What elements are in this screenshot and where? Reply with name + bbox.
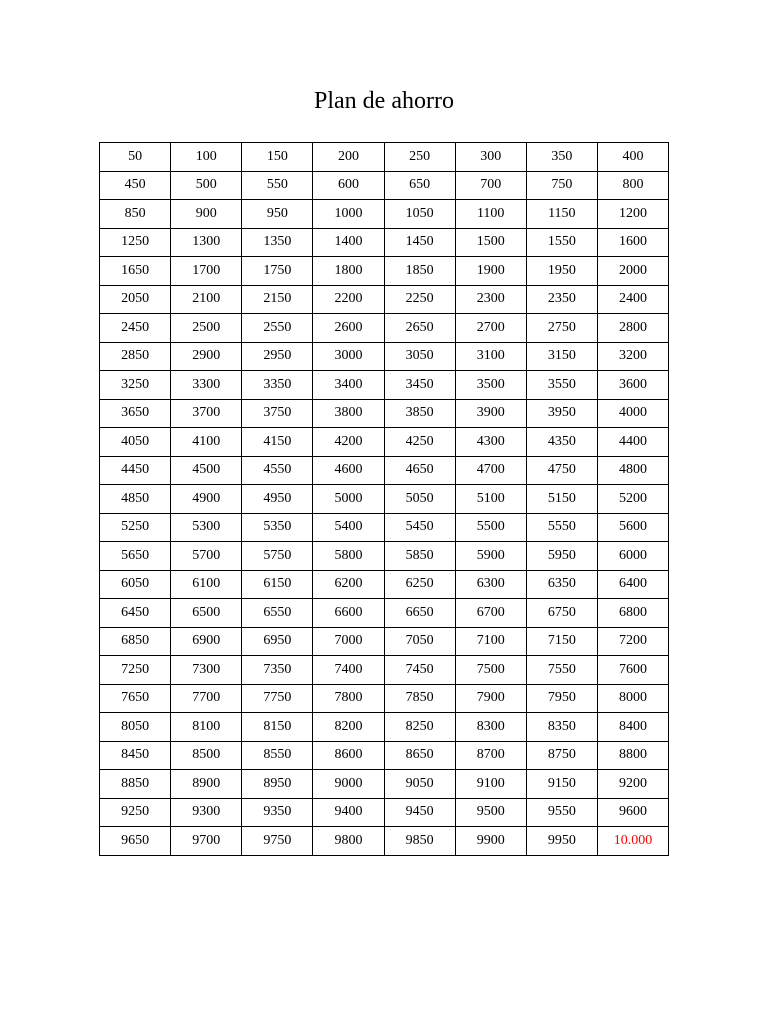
table-cell: 7350 <box>242 656 313 685</box>
table-cell: 8000 <box>597 684 668 713</box>
table-cell: 3450 <box>384 371 455 400</box>
table-cell: 5950 <box>526 542 597 571</box>
table-row <box>100 257 669 286</box>
table-row <box>100 285 669 314</box>
table-cell: 2200 <box>313 285 384 314</box>
table-cell: 6100 <box>171 570 242 599</box>
table-cell: 8800 <box>597 741 668 770</box>
table-cell: 8600 <box>313 741 384 770</box>
table-cell: 2850 <box>100 342 171 371</box>
table-cell: 5650 <box>100 542 171 571</box>
table-cell: 2550 <box>242 314 313 343</box>
table-cell: 250 <box>384 143 455 172</box>
table-cell: 8550 <box>242 741 313 770</box>
table-cell: 4750 <box>526 456 597 485</box>
table-cell: 4300 <box>455 428 526 457</box>
table-cell: 1600 <box>597 228 668 257</box>
table-cell: 5700 <box>171 542 242 571</box>
table-cell: 3900 <box>455 399 526 428</box>
table-cell: 2250 <box>384 285 455 314</box>
table-cell: 6900 <box>171 627 242 656</box>
table-cell: 8150 <box>242 713 313 742</box>
table-cell: 8250 <box>384 713 455 742</box>
table-row <box>100 513 669 542</box>
table-row <box>100 371 669 400</box>
table-cell: 8750 <box>526 741 597 770</box>
table-cell: 1300 <box>171 228 242 257</box>
table-cell: 6850 <box>100 627 171 656</box>
table-cell: 500 <box>171 171 242 200</box>
table-row <box>100 684 669 713</box>
table-cell: 7650 <box>100 684 171 713</box>
table-cell: 3800 <box>313 399 384 428</box>
table-cell: 2300 <box>455 285 526 314</box>
table-cell: 7250 <box>100 656 171 685</box>
table-cell: 1700 <box>171 257 242 286</box>
table-cell: 5250 <box>100 513 171 542</box>
table-cell: 9800 <box>313 827 384 856</box>
table-cell: 6050 <box>100 570 171 599</box>
table-cell: 8450 <box>100 741 171 770</box>
table-cell: 5850 <box>384 542 455 571</box>
savings-table <box>99 142 669 856</box>
table-cell: 650 <box>384 171 455 200</box>
page-title: Plan de ahorro <box>314 88 454 114</box>
table-cell: 5550 <box>526 513 597 542</box>
table-cell: 7500 <box>455 656 526 685</box>
table-cell: 3850 <box>384 399 455 428</box>
table-cell: 9700 <box>171 827 242 856</box>
table-cell: 9200 <box>597 770 668 799</box>
table-cell: 3150 <box>526 342 597 371</box>
table-cell: 4150 <box>242 428 313 457</box>
table-cell: 3300 <box>171 371 242 400</box>
table-cell: 3250 <box>100 371 171 400</box>
table-cell: 50 <box>100 143 171 172</box>
table-cell: 4050 <box>100 428 171 457</box>
table-cell: 8200 <box>313 713 384 742</box>
table-cell: 6400 <box>597 570 668 599</box>
table-cell: 1800 <box>313 257 384 286</box>
table-cell: 6950 <box>242 627 313 656</box>
table-cell: 200 <box>313 143 384 172</box>
table-cell: 1050 <box>384 200 455 229</box>
table-cell: 5200 <box>597 485 668 514</box>
table-row <box>100 342 669 371</box>
table-cell: 5150 <box>526 485 597 514</box>
table-cell: 1550 <box>526 228 597 257</box>
table-cell: 8900 <box>171 770 242 799</box>
table-cell: 9950 <box>526 827 597 856</box>
table-cell: 6000 <box>597 542 668 571</box>
table-cell: 2700 <box>455 314 526 343</box>
table-cell: 9400 <box>313 798 384 827</box>
table-cell: 4500 <box>171 456 242 485</box>
goal-cell: 10.000 <box>597 827 668 856</box>
table-cell: 6200 <box>313 570 384 599</box>
table-cell: 6800 <box>597 599 668 628</box>
table-cell: 400 <box>597 143 668 172</box>
table-cell: 6500 <box>171 599 242 628</box>
table-cell: 2400 <box>597 285 668 314</box>
table-cell: 5750 <box>242 542 313 571</box>
table-cell: 7300 <box>171 656 242 685</box>
table-cell: 4200 <box>313 428 384 457</box>
table-cell: 2450 <box>100 314 171 343</box>
table-cell: 750 <box>526 171 597 200</box>
table-cell: 1850 <box>384 257 455 286</box>
table-cell: 2100 <box>171 285 242 314</box>
table-cell: 1450 <box>384 228 455 257</box>
table-cell: 850 <box>100 200 171 229</box>
table-cell: 5300 <box>171 513 242 542</box>
table-cell: 3350 <box>242 371 313 400</box>
table-cell: 150 <box>242 143 313 172</box>
table-cell: 800 <box>597 171 668 200</box>
table-row <box>100 456 669 485</box>
table-cell: 2600 <box>313 314 384 343</box>
table-cell: 6600 <box>313 599 384 628</box>
table-cell: 9350 <box>242 798 313 827</box>
table-cell: 6150 <box>242 570 313 599</box>
table-cell: 7050 <box>384 627 455 656</box>
table-row <box>100 143 669 172</box>
table-row <box>100 656 669 685</box>
table-cell: 7450 <box>384 656 455 685</box>
table-row <box>100 798 669 827</box>
table-cell: 1750 <box>242 257 313 286</box>
table-cell: 5900 <box>455 542 526 571</box>
table-cell: 4350 <box>526 428 597 457</box>
table-cell: 300 <box>455 143 526 172</box>
table-cell: 8400 <box>597 713 668 742</box>
table-row <box>100 228 669 257</box>
table-cell: 6650 <box>384 599 455 628</box>
table-cell: 2150 <box>242 285 313 314</box>
table-cell: 9050 <box>384 770 455 799</box>
table-cell: 7200 <box>597 627 668 656</box>
table-cell: 6350 <box>526 570 597 599</box>
table-cell: 350 <box>526 143 597 172</box>
table-row <box>100 428 669 457</box>
table-cell: 3500 <box>455 371 526 400</box>
table-row <box>100 713 669 742</box>
table-cell: 8500 <box>171 741 242 770</box>
table-row <box>100 542 669 571</box>
table-cell: 5100 <box>455 485 526 514</box>
table-cell: 9300 <box>171 798 242 827</box>
table-cell: 9150 <box>526 770 597 799</box>
table-row <box>100 171 669 200</box>
table-cell: 3100 <box>455 342 526 371</box>
table-cell: 5050 <box>384 485 455 514</box>
table-cell: 5500 <box>455 513 526 542</box>
table-cell: 6450 <box>100 599 171 628</box>
table-cell: 7600 <box>597 656 668 685</box>
table-cell: 9650 <box>100 827 171 856</box>
table-cell: 2950 <box>242 342 313 371</box>
table-cell: 4900 <box>171 485 242 514</box>
table-cell: 4600 <box>313 456 384 485</box>
table-row <box>100 599 669 628</box>
table-cell: 7950 <box>526 684 597 713</box>
table-cell: 9750 <box>242 827 313 856</box>
table-cell: 1100 <box>455 200 526 229</box>
table-cell: 1650 <box>100 257 171 286</box>
table-row <box>100 485 669 514</box>
table-cell: 8850 <box>100 770 171 799</box>
table-cell: 4700 <box>455 456 526 485</box>
table-cell: 9000 <box>313 770 384 799</box>
table-body <box>100 143 669 856</box>
table-row <box>100 770 669 799</box>
table-cell: 7150 <box>526 627 597 656</box>
table-cell: 6300 <box>455 570 526 599</box>
table-row <box>100 827 669 856</box>
table-cell: 450 <box>100 171 171 200</box>
table-cell: 2750 <box>526 314 597 343</box>
table-cell: 9450 <box>384 798 455 827</box>
table-cell: 1000 <box>313 200 384 229</box>
table-cell: 4100 <box>171 428 242 457</box>
table-cell: 9850 <box>384 827 455 856</box>
table-cell: 4000 <box>597 399 668 428</box>
table-cell: 9250 <box>100 798 171 827</box>
table-cell: 100 <box>171 143 242 172</box>
table-cell: 8100 <box>171 713 242 742</box>
table-cell: 7100 <box>455 627 526 656</box>
table-cell: 2000 <box>597 257 668 286</box>
table-cell: 7550 <box>526 656 597 685</box>
table-cell: 1400 <box>313 228 384 257</box>
table-row <box>100 200 669 229</box>
table-cell: 8950 <box>242 770 313 799</box>
table-row <box>100 741 669 770</box>
table-cell: 8300 <box>455 713 526 742</box>
table-cell: 7700 <box>171 684 242 713</box>
table-cell: 3400 <box>313 371 384 400</box>
table-cell: 6550 <box>242 599 313 628</box>
table-cell: 9500 <box>455 798 526 827</box>
table-cell: 8700 <box>455 741 526 770</box>
table-cell: 7000 <box>313 627 384 656</box>
table-cell: 900 <box>171 200 242 229</box>
table-cell: 5350 <box>242 513 313 542</box>
table-cell: 2900 <box>171 342 242 371</box>
table-cell: 4850 <box>100 485 171 514</box>
table-cell: 2050 <box>100 285 171 314</box>
table-cell: 600 <box>313 171 384 200</box>
table-cell: 3050 <box>384 342 455 371</box>
table-cell: 1950 <box>526 257 597 286</box>
table-cell: 5400 <box>313 513 384 542</box>
table-cell: 7900 <box>455 684 526 713</box>
table-row <box>100 314 669 343</box>
table-cell: 1500 <box>455 228 526 257</box>
table-cell: 5450 <box>384 513 455 542</box>
table-row <box>100 570 669 599</box>
table-cell: 6700 <box>455 599 526 628</box>
table-row <box>100 399 669 428</box>
table-cell: 6250 <box>384 570 455 599</box>
table-cell: 4250 <box>384 428 455 457</box>
table-cell: 7850 <box>384 684 455 713</box>
table-cell: 4550 <box>242 456 313 485</box>
table-cell: 1900 <box>455 257 526 286</box>
table-cell: 9600 <box>597 798 668 827</box>
table-cell: 3650 <box>100 399 171 428</box>
table-cell: 9550 <box>526 798 597 827</box>
table-cell: 2800 <box>597 314 668 343</box>
table-cell: 550 <box>242 171 313 200</box>
table-cell: 2350 <box>526 285 597 314</box>
table-cell: 3750 <box>242 399 313 428</box>
table-cell: 950 <box>242 200 313 229</box>
table-cell: 5800 <box>313 542 384 571</box>
table-cell: 5000 <box>313 485 384 514</box>
table-cell: 9100 <box>455 770 526 799</box>
table-cell: 1250 <box>100 228 171 257</box>
table-cell: 3550 <box>526 371 597 400</box>
table-cell: 8650 <box>384 741 455 770</box>
table-cell: 700 <box>455 171 526 200</box>
table-cell: 3950 <box>526 399 597 428</box>
table-cell: 1200 <box>597 200 668 229</box>
table-cell: 4450 <box>100 456 171 485</box>
table-cell: 9900 <box>455 827 526 856</box>
table-cell: 2500 <box>171 314 242 343</box>
table-cell: 3000 <box>313 342 384 371</box>
table-cell: 1350 <box>242 228 313 257</box>
table-cell: 3700 <box>171 399 242 428</box>
table-cell: 2650 <box>384 314 455 343</box>
table-row <box>100 627 669 656</box>
table-cell: 7750 <box>242 684 313 713</box>
table-cell: 4650 <box>384 456 455 485</box>
table-cell: 4400 <box>597 428 668 457</box>
table-cell: 3200 <box>597 342 668 371</box>
table-cell: 5600 <box>597 513 668 542</box>
table-cell: 3600 <box>597 371 668 400</box>
table-cell: 8050 <box>100 713 171 742</box>
table-cell: 4800 <box>597 456 668 485</box>
table-cell: 1150 <box>526 200 597 229</box>
table-cell: 7400 <box>313 656 384 685</box>
table-cell: 6750 <box>526 599 597 628</box>
table-cell: 8350 <box>526 713 597 742</box>
table-cell: 7800 <box>313 684 384 713</box>
table-cell: 4950 <box>242 485 313 514</box>
